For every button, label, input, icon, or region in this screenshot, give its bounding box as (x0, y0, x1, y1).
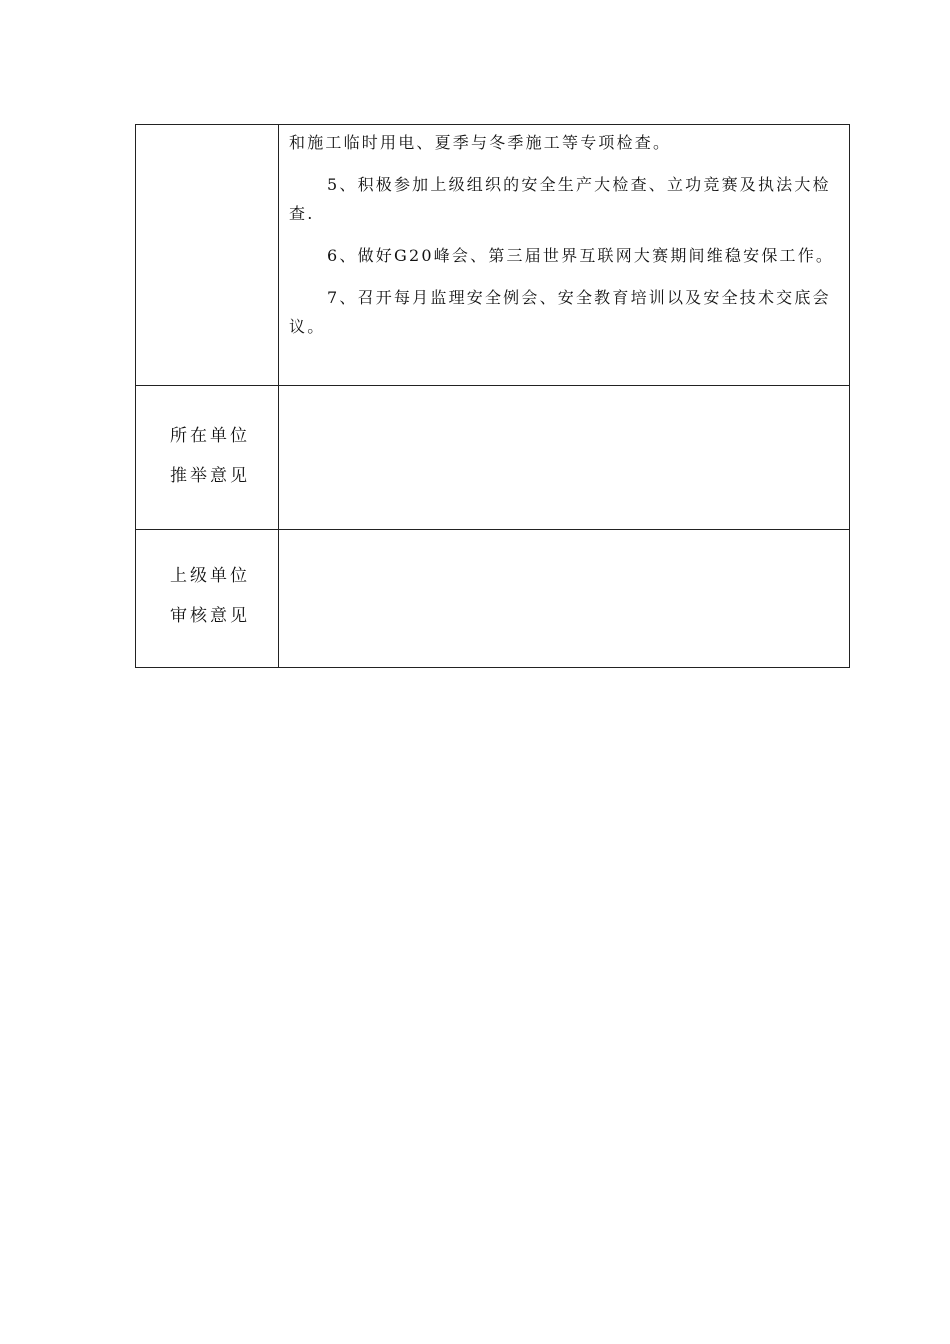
application-form-table (135, 124, 850, 668)
details-paragraph-continued: 和施工临时用电、夏季与冬季施工等专项检查。 (289, 133, 672, 152)
review-opinion-cell (279, 530, 850, 668)
recommend-row (136, 386, 850, 530)
details-paragraph-7: 7、召开每月监理安全例会、安全教育培训以及安全技术交底会议。 (289, 288, 831, 336)
details-paragraph-6: 6、做好G20峰会、第三届世界互联网大赛期间维稳安保工作。 (327, 246, 835, 265)
details-label-cell (136, 125, 279, 386)
review-label-line2: 审核意见 (170, 606, 250, 626)
details-text (279, 125, 849, 341)
recommend-label-cell (136, 386, 279, 530)
recommend-label-line1: 所在单位 (170, 426, 250, 446)
review-label (136, 530, 278, 636)
review-label-cell (136, 530, 279, 668)
details-content-cell (279, 125, 850, 386)
details-row (136, 125, 850, 386)
review-row (136, 530, 850, 668)
review-label-line1: 上级单位 (170, 566, 250, 586)
details-paragraph-5: 5、积极参加上级组织的安全生产大检查、立功竞赛及执法大检查. (289, 175, 831, 223)
recommend-label-line2: 推举意见 (170, 466, 250, 486)
recommend-opinion-cell (279, 386, 850, 530)
recommend-label (136, 386, 278, 496)
